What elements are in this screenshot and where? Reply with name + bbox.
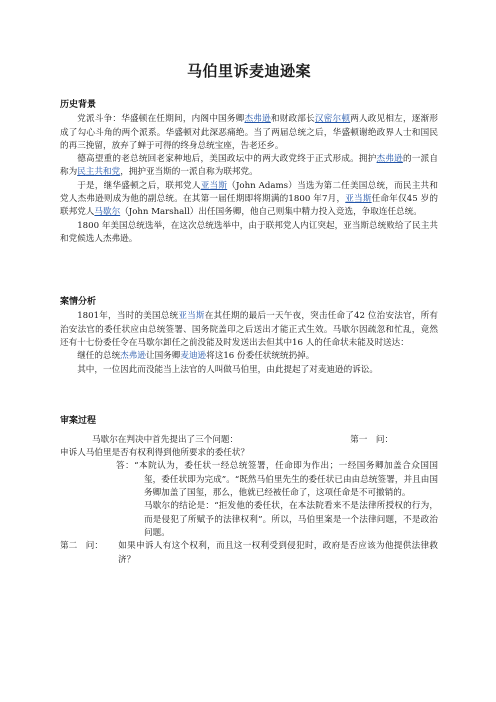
question-1-label: 第一 问：: [350, 434, 394, 445]
analysis-paragraph-1: 1801年，当时的美国总统亚当斯在其任期的最后一天午夜，突击任命了42 位治安法官，所有治安法官的委任状应由总统签署、国务院盖印之后送出才能正式生效。马歇尔因疏忽和忙乱，竟然还有十七份委任令在马歇尔卸任之前没能及时发送出去但其中16 人的任命状未能及时送达：: [60, 311, 438, 348]
link-democratic-republican-party[interactable]: 民主共和党: [77, 167, 121, 178]
document-page: [60, 60, 438, 567]
answer-1-lead: 答：: [116, 461, 135, 472]
entity-jefferson: 杰弗逊: [120, 351, 146, 362]
answer-1-conclusion: 马歇尔的结论是：“拒发他的委任状，在本法院看来不是法律所授权的行为，而是侵犯了所赋予的法律权利”。所以，马伯里案是一个法律问题，不是政治问题。: [144, 501, 438, 538]
link-marshall[interactable]: 马歇尔: [94, 207, 121, 218]
history-paragraph-3: 于是，继华盛顿之后，联邦党人亚当斯（John Adams）当选为第二任美国总统，而民主共和党人杰弗逊则成为他的副总统。在其第一届任期即将期满的1800 年7月，亚当斯任命年仅45 岁的联邦党人马歇尔（John Marshall）出任国务卿，他自己则集中精力投入竞选，争取连任总统。: [60, 180, 438, 218]
answer-1-text: “本院认为，委任状一经总统签署，任命即为作出；一经国务卿加盖合众国国玺，委任状即为完成”。“既然马伯里先生的委任状已由由总统签署，并且由国务卿加盖了国玺，那么，他就已经被任命了，这项任命是不可撤销的。: [134, 461, 438, 498]
link-adams[interactable]: 亚当斯: [345, 194, 372, 205]
link-jefferson[interactable]: 杰弗逊: [376, 154, 403, 165]
question-2: [60, 540, 438, 567]
link-hamilton[interactable]: 汉密尔顿: [314, 114, 351, 125]
link-adams[interactable]: 亚当斯: [200, 180, 228, 191]
entity-adams: 亚当斯: [178, 311, 205, 322]
document-title: 马伯里诉麦迪逊案: [186, 62, 311, 80]
history-paragraph-4: 1800 年美国总统选举，在这次总统选举中，由于联邦党人内讧突起，亚当斯总统败给了民主共和党候选人杰弗逊。: [60, 220, 438, 244]
analysis-paragraph-3: 其中，一位因此而没能当上法官的人叫做马伯里，由此提起了对麦迪逊的诉讼。: [77, 364, 378, 375]
history-paragraph-2: 德高望重的老总统回老家种地后，美国政坛中的两大政党终于正式形成。拥护杰弗逊的一派自称为民主共和党，拥护亚当斯的一派自称为联邦党。: [60, 154, 438, 178]
history-paragraph-1: 党派斗争：华盛顿在任期间，内阁中国务卿杰弗逊和财政部长汉密尔顿两人政见相左，逐渐形成了勾心斗角的两个派系。华盛顿对此深恶痛绝。当了两届总统之后，华盛顿谢绝政界人士和国民的再三挽留，放弃了蝉于可得的终身总统宝座，告老还乡。: [60, 114, 438, 151]
link-jefferson[interactable]: 杰弗逊: [244, 114, 271, 125]
question-2-label: 第二 问：: [60, 541, 103, 552]
trial-intro: [60, 434, 438, 447]
section-heading-trial: 审案过程: [60, 415, 97, 426]
trial-intro-text: 马歇尔在判决中首先提出了三个问题：: [92, 434, 239, 445]
section-heading-analysis: 案情分析: [60, 297, 97, 308]
analysis-paragraph-2: 继任的总统杰弗逊让国务卿麦迪逊将这16 份委任状统统扔掉。: [77, 351, 315, 362]
answer-1: [60, 460, 438, 500]
entity-madison: 麦迪逊: [180, 351, 207, 362]
question-2-text: 如果申诉人有这个权利，而且这一权利受到侵犯时，政府是否应该为他提供法律救济？: [118, 541, 438, 565]
section-heading-history: 历史背景: [60, 100, 97, 111]
question-1: 申诉人马伯里是否有权利得到他所要求的委任状？: [60, 448, 250, 459]
